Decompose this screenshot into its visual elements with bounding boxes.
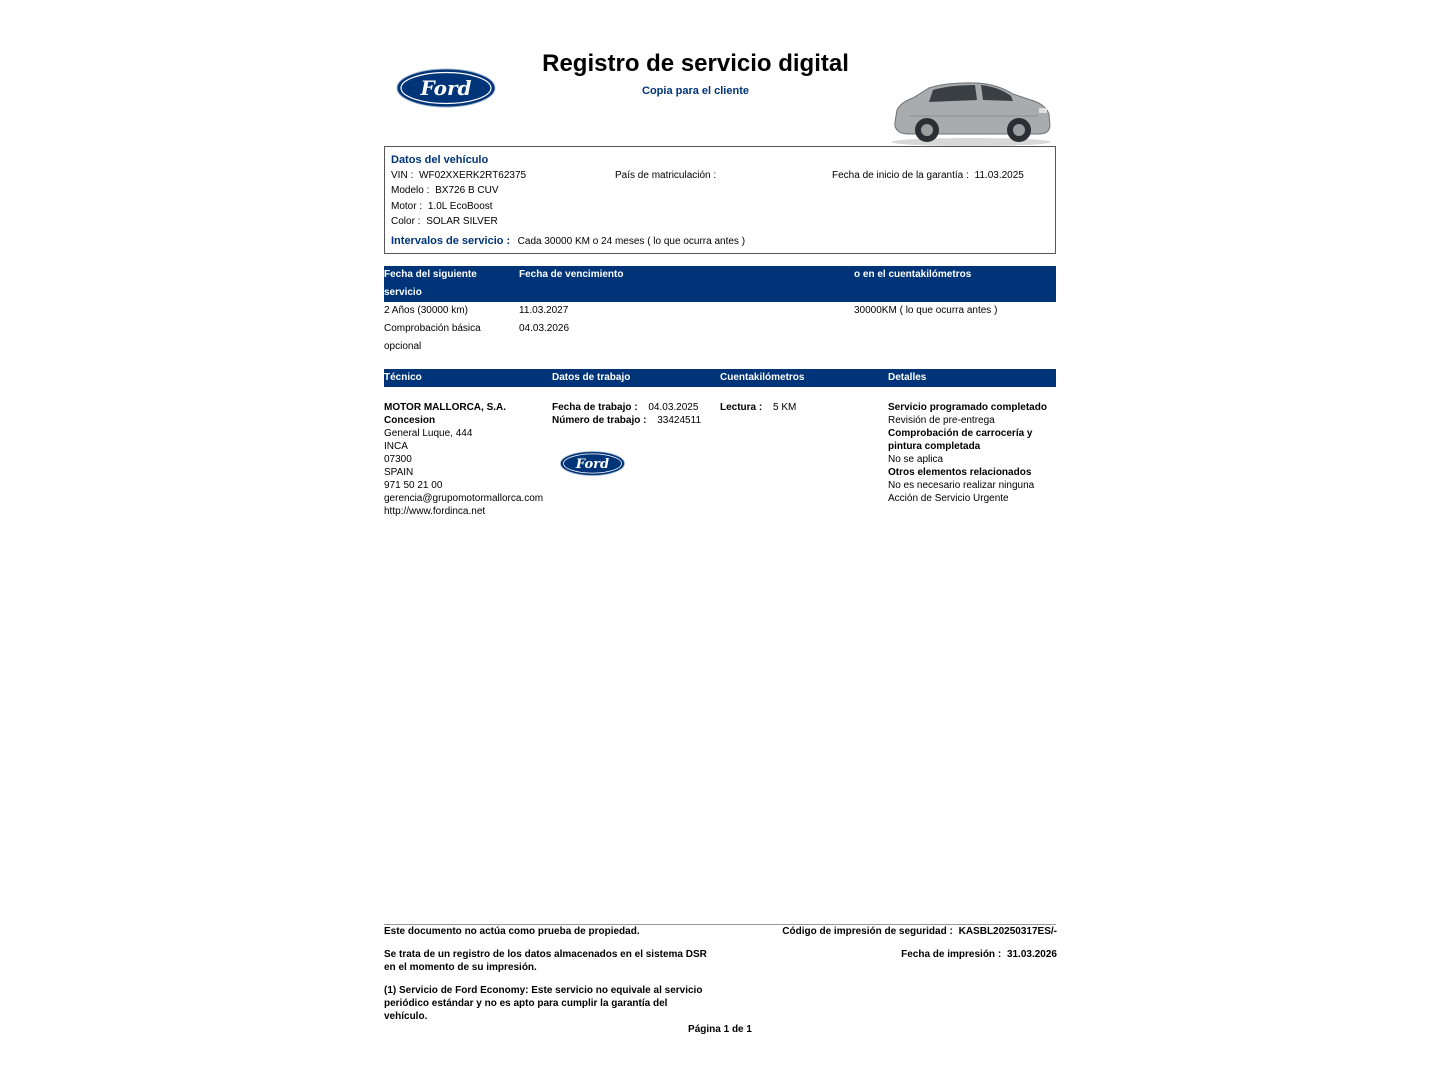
- detail-line: pintura completada: [888, 441, 981, 452]
- work-col-work-data: Datos de trabajo: [552, 372, 631, 383]
- detail-line: Comprobación de carrocería y: [888, 428, 1033, 439]
- work-col-odometer: Cuentakilómetros: [720, 372, 805, 383]
- dealer-website: http://www.fordinca.net: [384, 506, 486, 517]
- work-header: [384, 369, 1056, 387]
- work-col-details: Detalles: [888, 372, 927, 383]
- page-title: Registro de servicio digital: [542, 50, 849, 77]
- vehicle-data-box: [384, 146, 1056, 254]
- details-block: [888, 401, 1047, 505]
- next-service-row-1-col-1: 2 Años (30000 km): [384, 305, 468, 316]
- dealer-address: General Luque, 444: [384, 428, 473, 439]
- vehicle-section-title: Datos del vehículo: [391, 154, 489, 166]
- dsr-note-line: en el momento de su impresión.: [384, 962, 537, 973]
- print-date-label: Fecha de impresión :: [901, 949, 1002, 960]
- detail-line: Otros elementos relacionados: [888, 467, 1032, 478]
- dsr-note: [384, 948, 707, 974]
- svg-text:Ford: Ford: [420, 76, 472, 100]
- model-label: Modelo :: [391, 185, 430, 196]
- warranty-row: [832, 170, 1024, 181]
- color-label: Color :: [391, 216, 421, 227]
- detail-line: No se aplica: [888, 454, 944, 465]
- work-number-label: Número de trabajo :: [552, 415, 647, 426]
- reading-value: 5 KM: [773, 402, 797, 413]
- not-proof-note: Este documento no actúa como prueba de propiedad.: [384, 926, 640, 937]
- economy-note: [384, 984, 702, 1023]
- warranty-label: Fecha de inicio de la garantía :: [832, 170, 969, 181]
- dsr-note-line: Se trata de un registro de los datos almacenados en el sistema DSR: [384, 949, 707, 960]
- dealer-country: SPAIN: [384, 467, 414, 478]
- color-row: [391, 216, 498, 227]
- work-col-technician: Técnico: [384, 372, 422, 383]
- security-code-row: [782, 925, 1057, 938]
- security-code-label: Código de impresión de seguridad :: [782, 926, 953, 937]
- dealer-city: INCA: [384, 441, 408, 452]
- interval-value: Cada 30000 KM o 24 meses ( lo que ocurra antes ): [517, 236, 746, 247]
- dealer-block: [384, 401, 543, 518]
- detail-line: Servicio programado completado: [888, 402, 1047, 413]
- print-date-value: 31.03.2026: [1006, 949, 1057, 960]
- engine-row: [391, 201, 493, 212]
- work-date-value: 04.03.2025: [648, 402, 699, 413]
- vehicle-image: [889, 76, 1054, 153]
- next-service-col-2: Fecha de vencimiento: [519, 269, 624, 280]
- interval-row: [391, 231, 745, 249]
- odometer-block: [720, 401, 796, 414]
- work-date-label: Fecha de trabajo :: [552, 402, 638, 413]
- page-number: Página 1 de 1: [688, 1024, 752, 1035]
- print-date-row: [901, 948, 1057, 961]
- next-service-col-3: o en el cuentakilómetros: [854, 269, 972, 280]
- vin-label: VIN :: [391, 170, 414, 181]
- economy-note-line: periódico estándar y no es apto para cumplir la garantía del: [384, 998, 668, 1009]
- reading-label: Lectura :: [720, 402, 763, 413]
- vin-value: WF02XXERK2RT62375: [419, 170, 527, 181]
- warranty-date: 11.03.2025: [974, 170, 1024, 181]
- next-service-row-2-col-2: 04.03.2026: [519, 323, 570, 334]
- economy-note-line: (1) Servicio de Ford Economy: Este servicio no equivale al servicio: [384, 985, 703, 996]
- dealer-email: gerencia@grupomotormallorca.com: [384, 493, 544, 504]
- engine-label: Motor :: [391, 201, 423, 212]
- page-subtitle: Copia para el cliente: [642, 85, 749, 97]
- engine-value: 1.0L EcoBoost: [427, 201, 493, 212]
- dealer-name: MOTOR MALLORCA, S.A.: [384, 402, 507, 413]
- model-row: [391, 185, 499, 196]
- economy-note-line: vehículo.: [384, 1011, 428, 1022]
- model-value: BX726 B CUV: [435, 185, 499, 196]
- dealer-type: Concesion: [384, 415, 436, 426]
- next-service-row-2-col-1: Comprobación básica opcional: [384, 323, 481, 352]
- svg-text:Ford: Ford: [575, 457, 610, 472]
- dealer-phone: 971 50 21 00: [384, 480, 443, 491]
- detail-line: No es necesario realizar ninguna: [888, 480, 1035, 491]
- detail-line: Revisión de pre-entrega: [888, 415, 995, 426]
- ford-small-logo: [560, 451, 625, 481]
- service-record-page: [384, 0, 1057, 1080]
- vin-row: [391, 170, 526, 181]
- country-row: [615, 170, 716, 181]
- work-number-value: 33424511: [657, 415, 701, 426]
- next-service-row-1-col-3: 30000KM ( lo que ocurra antes ): [854, 305, 998, 316]
- next-service-row-1-col-2: 11.03.2027: [519, 305, 569, 316]
- country-label: País de matriculación :: [615, 170, 717, 181]
- security-code-value: KASBL20250317ES/-: [958, 926, 1057, 937]
- next-service-header: [384, 266, 1056, 302]
- work-data-block: [552, 401, 701, 427]
- next-service-col-1: Fecha del siguiente servicio: [384, 269, 477, 298]
- interval-label: Intervalos de servicio :: [391, 235, 511, 247]
- detail-line: Acción de Servicio Urgente: [888, 493, 1009, 504]
- dealer-postcode: 07300: [384, 454, 412, 465]
- color-value: SOLAR SILVER: [426, 216, 498, 227]
